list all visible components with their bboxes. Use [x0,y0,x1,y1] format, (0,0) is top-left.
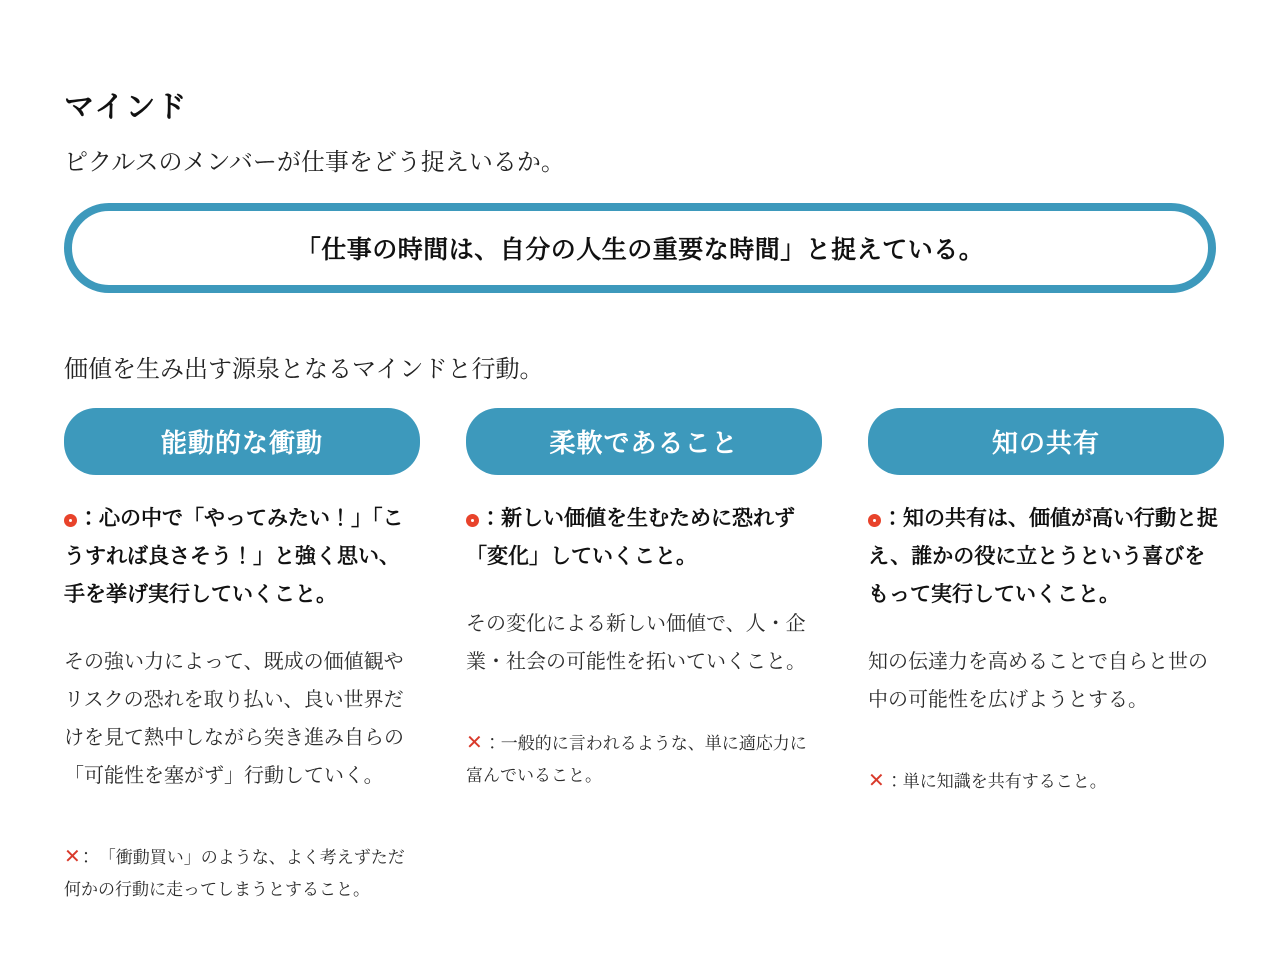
column-pill-knowledge-sharing [868,408,1224,475]
bad-point-text: ：一般的に言われるような、単に適応力に富んでいること。 [466,734,807,785]
mind-columns [64,408,1224,906]
good-point [868,500,1224,614]
column-pill-label: 柔軟であること [549,428,739,458]
good-point [64,500,420,614]
good-point-text: ：知の共有は、価値が高い行動と捉え、誰かの役に立とうという喜びをもって実行していくこと。 [868,507,1218,606]
description: その強い力によって、既成の価値観やリスクの恐れを取り払い、良い世界だけを見て熱中しながら突き進み自らの「可能性を塞がず」行動していく。 [64,651,404,787]
highlight-box [64,203,1216,293]
column-pill-label: 能動的な衝動 [160,428,323,458]
bad-point [466,727,822,792]
good-point-text: ：新しい価値を生むために恐れず「変化」していくこと。 [466,507,795,568]
mind-column-active-impulse [64,408,420,906]
column-pill-active-impulse [64,408,420,475]
description: その変化による新しい価値で、人・企業・社会の可能性を拓いていくこと。 [466,613,806,673]
x-icon: ✕ [64,846,81,868]
circle-icon [64,514,77,527]
mind-column-knowledge-sharing [868,408,1224,906]
bad-point-text: ： 「衝動買い」のような、よく考えずただ何かの行動に走ってしまうとすること。 [64,848,405,899]
page-subtitle: ピクルスのメンバーが仕事をどう捉えいるか。 [64,149,565,176]
good-point-text: ：心の中で「やってみたい！」「こうすれば良さそう！」と強く思い、手を挙げ実行していくこと。 [64,507,404,606]
page-title: マインド [64,91,188,124]
highlight-text: 「仕事の時間は、自分の人生の重要な時間」と捉えている。 [295,236,985,264]
x-icon: ✕ [466,732,483,754]
description: 知の伝達力を高めることで自らと世の中の可能性を広げようとする。 [868,651,1208,711]
column-pill-flexibility [466,408,822,475]
mind-column-flexibility [466,408,822,906]
circle-icon [466,514,479,527]
good-point [466,500,822,576]
bad-point [868,765,1224,798]
x-icon: ✕ [868,770,885,792]
bad-point-text: ：単に知識を共有すること。 [885,772,1107,791]
bad-point [64,841,420,906]
section-lead: 価値を生み出す源泉となるマインドと行動。 [64,356,544,383]
circle-icon [868,514,881,527]
column-pill-label: 知の共有 [991,428,1100,458]
